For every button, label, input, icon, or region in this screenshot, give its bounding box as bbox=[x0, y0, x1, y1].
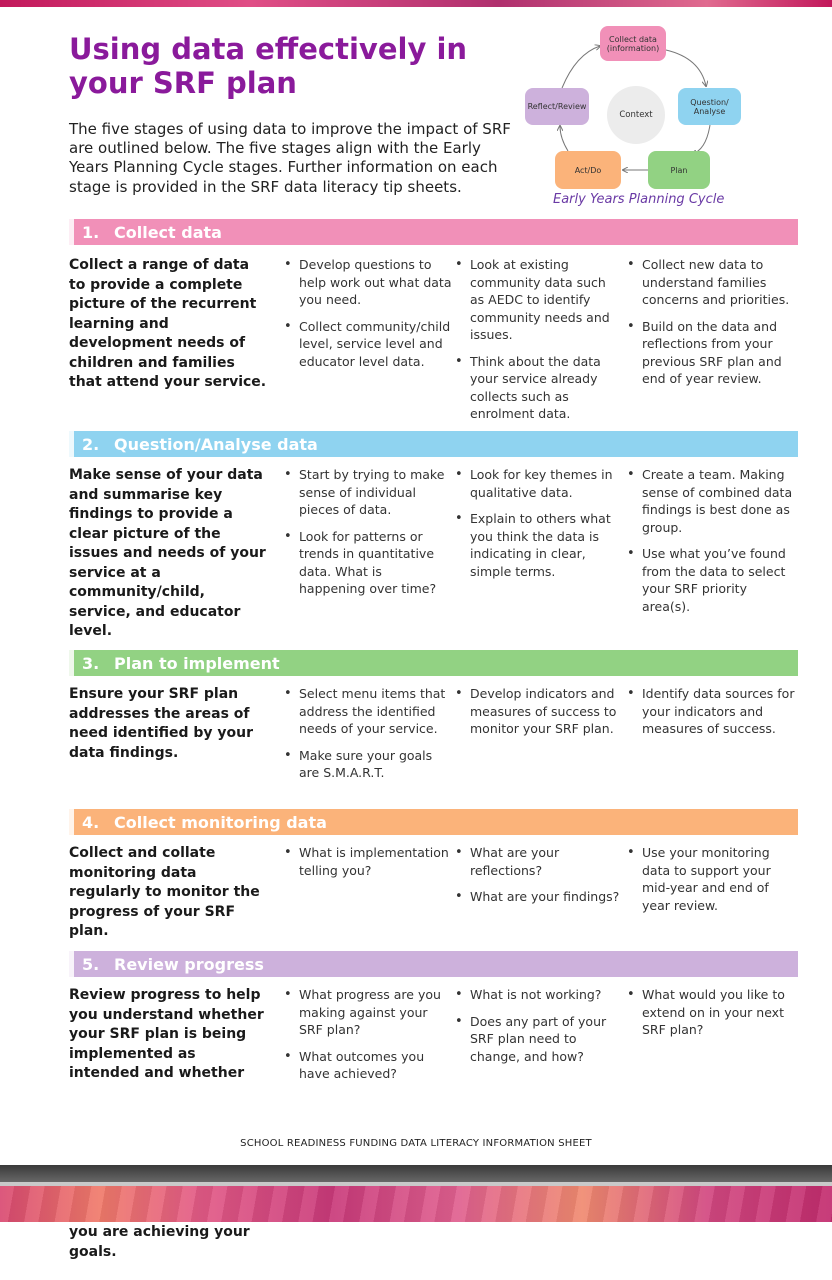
section-column-3 bbox=[627, 844, 795, 923]
section-column-1 bbox=[284, 466, 452, 607]
footer-text: SCHOOL READINESS FUNDING DATA LITERACY INFORMATION SHEET bbox=[240, 1138, 592, 1149]
bullet-item: • Identify data sources for your indicators and measures of success. bbox=[627, 685, 795, 738]
bullet-item: • Create a team. Making sense of combined data findings is best done as group. bbox=[627, 466, 795, 536]
cycle-node-question: Question/ Analyse bbox=[678, 88, 741, 125]
bullet-item: • Use what you’ve found from the data to select your SRF priority area(s). bbox=[627, 545, 795, 615]
bullet-item: • What outcomes you have achieved? bbox=[284, 1048, 452, 1083]
section-header-question-analyse bbox=[69, 431, 798, 457]
section-column-2 bbox=[455, 685, 623, 747]
section-bar-edge bbox=[69, 809, 74, 835]
bullet-item: • Look for patterns or trends in quantitative data. What is happening over time? bbox=[284, 528, 452, 598]
section-title: Collect monitoring data bbox=[114, 812, 327, 832]
section-bar-edge bbox=[69, 951, 74, 977]
cycle-caption: Early Years Planning Cycle bbox=[553, 192, 725, 207]
section-lead-text: Collect a range of data to provide a complete picture of the recurrent learning and development needs of children and families that attend your service. bbox=[69, 257, 267, 390]
overflow-lead-text: you are achieving your goals. bbox=[69, 1224, 250, 1260]
bullet-item: • Collect new data to understand families concerns and priorities. bbox=[627, 256, 795, 309]
bullet-item: • Collect community/child level, service level and educator level data. bbox=[284, 318, 452, 371]
bullet-item: • What would you like to extend on in your next SRF plan? bbox=[627, 986, 795, 1039]
section-column-1 bbox=[284, 256, 452, 379]
section-column-3 bbox=[627, 256, 795, 397]
bullet-item: • Does any part of your SRF plan need to change, and how? bbox=[455, 1013, 623, 1066]
bullet-item: • What are your findings? bbox=[455, 888, 623, 906]
bullet-item: • Develop questions to help work out what data you need. bbox=[284, 256, 452, 309]
cycle-node-plan: Plan bbox=[648, 151, 710, 189]
cycle-node-act: Act/Do bbox=[555, 151, 621, 189]
section-header-collect-data bbox=[69, 219, 798, 245]
cycle-node-context: Context bbox=[607, 86, 665, 144]
section-column-3 bbox=[627, 685, 795, 747]
top-decorative-stripe bbox=[0, 0, 832, 7]
section-column-1 bbox=[284, 685, 452, 791]
cycle-node-reflect: Reflect/Review bbox=[525, 88, 589, 125]
section-column-3 bbox=[627, 466, 795, 624]
section-title: Plan to implement bbox=[114, 653, 280, 673]
section-number: 2. bbox=[82, 434, 100, 454]
section-header-review-progress bbox=[69, 951, 798, 977]
bullet-item: • Think about the data your service already collects such as enrolment data. bbox=[455, 353, 623, 423]
page-title: Using data effectively in your SRF plan bbox=[69, 32, 468, 100]
section-title: Review progress bbox=[114, 954, 264, 974]
section-column-2 bbox=[455, 256, 623, 432]
cycle-node-collect: Collect data (information) bbox=[600, 26, 666, 61]
bullet-item: • Look at existing community data such as AEDC to identify community needs and issues. bbox=[455, 256, 623, 344]
section-lead-text: Make sense of your data and summarise key findings to provide a clear picture of the issues and needs of your service at a community/child, service, and educator level. bbox=[69, 467, 266, 639]
planning-cycle-diagram bbox=[520, 20, 750, 215]
bullet-item: • Start by trying to make sense of individual pieces of data. bbox=[284, 466, 452, 519]
section-lead-text: Collect and collate monitoring data regularly to monitor the progress of your SRF plan. bbox=[69, 845, 260, 939]
section-column-2 bbox=[455, 844, 623, 915]
bullet-item: • Look for key themes in qualitative data. bbox=[455, 466, 623, 501]
section-lead-text: Review progress to help you understand whether your SRF plan is being implemented as intended and whether bbox=[69, 987, 264, 1081]
bullet-item: • Explain to others what you think the data is indicating in clear, simple terms. bbox=[455, 510, 623, 580]
section-number: 5. bbox=[82, 954, 100, 974]
section-header-collect-monitoring-data bbox=[69, 809, 798, 835]
section-number: 3. bbox=[82, 653, 100, 673]
section-header-plan-to-implement bbox=[69, 650, 798, 676]
intro-paragraph: The five stages of using data to improve the impact of SRF are outlined below. The five stages align with the Early Years Planning Cycle stages. Further information on each stage is provided in the SRF data literacy tip sheets. bbox=[69, 120, 511, 196]
section-column-2 bbox=[455, 986, 623, 1074]
bullet-item: • Make sure your goals are S.M.A.R.T. bbox=[284, 747, 452, 782]
bullet-item: • What progress are you making against your SRF plan? bbox=[284, 986, 452, 1039]
bullet-item: • Develop indicators and measures of success to monitor your SRF plan. bbox=[455, 685, 623, 738]
section-column-3 bbox=[627, 986, 795, 1048]
section-bar-edge bbox=[69, 219, 74, 245]
bullet-item: • Select menu items that address the identified needs of your service. bbox=[284, 685, 452, 738]
section-bar-edge bbox=[69, 650, 74, 676]
bullet-item: • What is implementation telling you? bbox=[284, 844, 452, 879]
section-title: Collect data bbox=[114, 222, 222, 242]
bullet-item: • Build on the data and reflections from your previous SRF plan and end of year review. bbox=[627, 318, 795, 388]
section-column-2 bbox=[455, 466, 623, 589]
bullet-item: • Use your monitoring data to support your mid-year and end of year review. bbox=[627, 844, 795, 914]
section-column-1 bbox=[284, 986, 452, 1092]
decorative-paint-band bbox=[0, 1186, 832, 1222]
section-lead-text: Ensure your SRF plan addresses the areas of need identified by your data findings. bbox=[69, 686, 254, 761]
section-number: 4. bbox=[82, 812, 100, 832]
section-bar-edge bbox=[69, 431, 74, 457]
section-number: 1. bbox=[82, 222, 100, 242]
section-column-1 bbox=[284, 844, 452, 888]
bullet-item: • What is not working? bbox=[455, 986, 623, 1004]
section-title: Question/Analyse data bbox=[114, 434, 318, 454]
bullet-item: • What are your reflections? bbox=[455, 844, 623, 879]
